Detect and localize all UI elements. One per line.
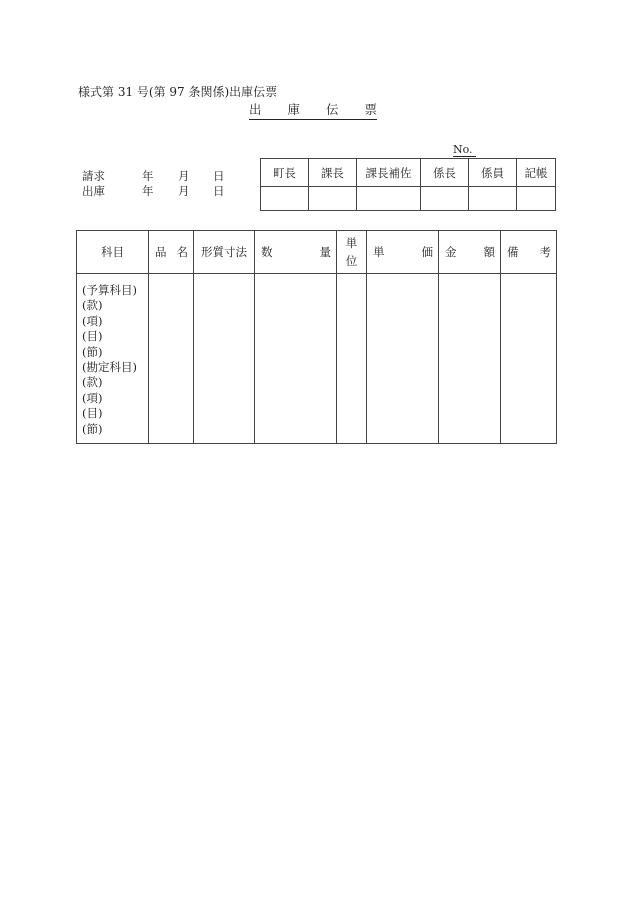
subject-line: (目): [82, 406, 103, 421]
approval-stamp-box[interactable]: [421, 187, 469, 211]
subject-line: (節): [82, 421, 103, 436]
request-day: 日: [213, 169, 225, 183]
subject-line: (勘定科目): [82, 360, 137, 375]
col-item-name: 品 名: [149, 231, 194, 274]
approval-stamp-box[interactable]: [261, 187, 309, 211]
subject-line: (款): [82, 375, 103, 390]
approval-stamp-box[interactable]: [517, 187, 556, 211]
unit-cell[interactable]: [337, 274, 367, 444]
spec-cell[interactable]: [194, 274, 255, 444]
approval-section-chief: 課長: [309, 159, 357, 187]
col-quantity: 数 量: [255, 231, 337, 274]
quantity-cell[interactable]: [255, 274, 337, 444]
approval-mayor: 町長: [261, 159, 309, 187]
approval-subsection-chief: 係長: [421, 159, 469, 187]
col-unit-price: 単 価: [367, 231, 439, 274]
item-name-cell[interactable]: [149, 274, 194, 444]
request-month: 月: [178, 169, 190, 183]
subject-line: (目): [82, 329, 103, 344]
title-char: 票: [364, 102, 377, 117]
issue-year: 年: [142, 184, 154, 198]
issue-slip-table: [76, 230, 557, 444]
col-remarks: 備 考: [501, 231, 557, 274]
subject-line: (予算科目): [82, 283, 137, 297]
remarks-cell[interactable]: [501, 274, 557, 444]
title-char: 庫: [287, 102, 300, 117]
col-spec: 形質寸法: [194, 231, 255, 274]
title-char: 出: [249, 102, 262, 117]
issue-label: 出庫: [82, 184, 105, 198]
col-amount: 金 額: [439, 231, 501, 274]
subject-line: (款): [82, 298, 103, 313]
approval-stamp-box[interactable]: [309, 187, 357, 211]
request-label: 請求: [82, 169, 105, 183]
request-year: 年: [142, 169, 154, 183]
title-char: 伝: [325, 102, 339, 117]
approval-assistant-chief: 課長補佐: [357, 159, 421, 187]
subject-line: (項): [82, 390, 103, 405]
issue-day: 日: [213, 184, 225, 198]
approval-stamp-box[interactable]: [357, 187, 421, 211]
number-label: No.: [453, 144, 476, 157]
issue-month: 月: [178, 184, 190, 198]
document-title: [249, 104, 377, 120]
col-subject: 科目: [77, 231, 149, 274]
approval-stamp-box[interactable]: [469, 187, 517, 211]
subject-cell[interactable]: [77, 274, 149, 444]
subject-line: (項): [82, 313, 103, 328]
approval-table: [260, 158, 556, 211]
amount-cell[interactable]: [439, 274, 501, 444]
form-reference: 様式第 31 号(第 97 条関係)出庫伝票: [78, 85, 278, 99]
unit-price-cell[interactable]: [367, 274, 439, 444]
approval-staff: 係員: [469, 159, 517, 187]
approval-bookkeeping: 記帳: [517, 159, 556, 187]
col-unit: 単 位: [337, 231, 367, 274]
subject-line: (節): [82, 344, 103, 359]
